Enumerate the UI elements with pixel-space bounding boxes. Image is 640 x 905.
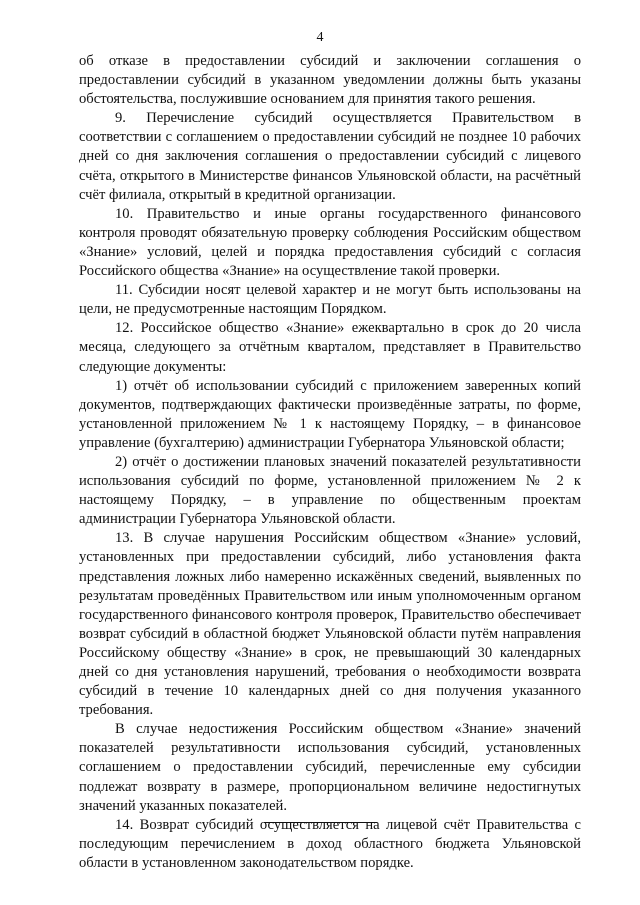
page-number: 4 [316,30,324,45]
paragraph-13-second: В случае недостижения Российским обществом «Знание» значений показателей результативности использования субсидий, установленных соглашением о предоставлении субсидий, перечисленные ему субсидии подлежат возврату в размере, пропорциональном величине недостигнутых значений указанных показателей. [79,721,581,814]
end-separator-line [264,822,377,823]
paragraph-12-item-2: 2) отчёт о достижении плановых значений показателей результативности использования субсидий по форме, установленной приложением № 2 к настоящему Порядку, – в управление по общественным проектам администрации Губернатора Ульяновской области. [79,453,581,528]
document-body [79,52,581,873]
paragraph-14: 14. Возврат субсидий осуществляется на лицевой счёт Правительства с последующим перечислением в доход областного бюджета Ульяновской области в установленном законодательством порядке. [79,816,581,871]
paragraph-13: 13. В случае нарушения Российским обществом «Знание» условий, установленных при предоставлении субсидий, либо установления факта представления ложных либо намеренно искажённых сведений, выявленных по результатам проведённых Правительством или иным уполномоченным органом государственного финансового контроля проверок, Правительство обеспечивает возврат субсидий в областной бюджет Ульяновской области путём направления Российскому обществу «Знание» в срок, не превышающий 30 календарных дней со дня установления нарушений, требования о необходимости возврата субсидий в течение 10 календарных дней со дня получения указанного требования. [79,530,581,719]
paragraph-12: 12. Российское общество «Знание» ежеквартально в срок до 20 числа месяца, следующего за отчётным кварталом, представляет в Правительство следующие документы: [79,320,581,375]
paragraph-10: 10. Правительство и иные органы государственного финансового контроля проводят обязательную проверку соблюдения Российским обществом «Знание» условий, целей и порядка предоставления субсидий с согласия Российского общества «Знание» на осуществление такой проверки. [79,205,581,280]
paragraph-continuation: об отказе в предоставлении субсидий и заключении соглашения о предоставлении субсидий в указанном уведомлении должны быть указаны обстоятельства, послужившие основанием для принятия такого решения. [79,53,581,108]
paragraph-12-item-1: 1) отчёт об использовании субсидий с приложением заверенных копий документов, подтверждающих фактически произведённые затраты, по форме, установленной приложением № 1 к настоящему Порядку, – в финансовое управление (бухгалтерию) администрации Губернатора Ульяновской области; [79,377,581,451]
paragraph-11: 11. Субсидии носят целевой характер и не могут быть использованы на цели, не предусмотренные настоящим Порядком. [79,282,581,318]
paragraph-9: 9. Перечисление субсидий осуществляется Правительством в соответствии с соглашением о предоставлении субсидий не позднее 10 рабочих дней со дня заключения соглашения о предоставлении субсидий с лицевого счёта, открытого в Министерстве финансов Ульяновской области, на расчётный счёт филиала, открытый в кредитной организации. [79,110,581,203]
